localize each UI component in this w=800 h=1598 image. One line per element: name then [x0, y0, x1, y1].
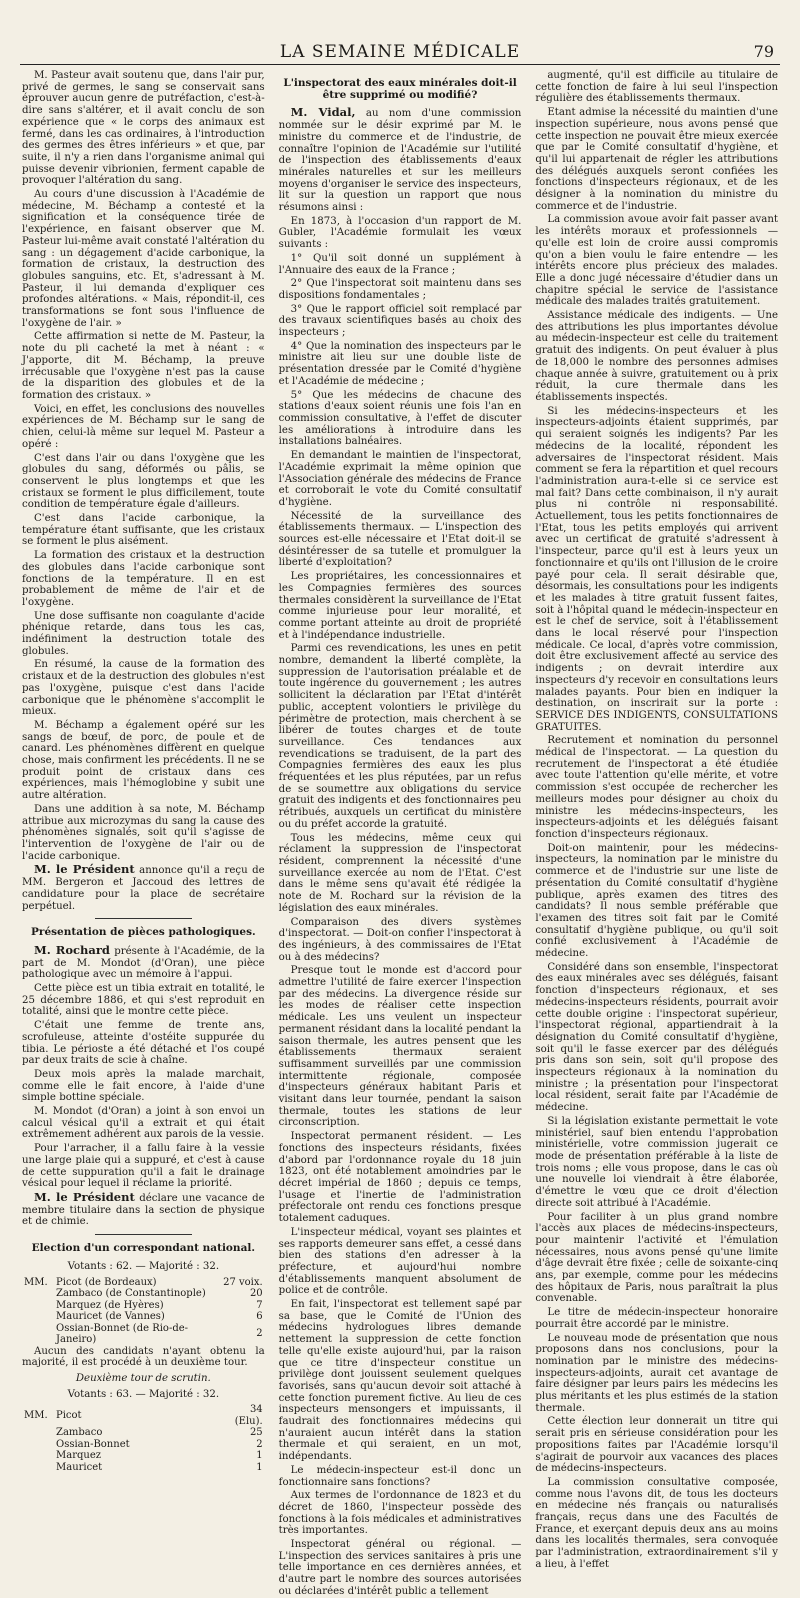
paragraph: La commission avoue avoir fait passer avant les intérêts moraux et professionnels — qu'elle est loin de croire aussi compromis qu'on a bien voulu le faire entendre — les intérêts encore plus précieux des malades. Elle a donc jugé nécessaire d'étudier dans un chapitre spécial le service de l'assistance médicale des malades traités gratuitement.	[535, 214, 779, 308]
column-right	[535, 70, 779, 1570]
paragraph: Cette affirmation si nette de M. Pasteur, la note du pli cacheté la met à néant : « J'apporte, dit M. Béchamp, la preuve irrécusable que l'oxygène n'est pas la cause de la disparition des globules et de la formation des cristaux. »	[22, 331, 265, 401]
vote-votes: 20	[249, 1288, 263, 1299]
vidal-paragraph	[279, 107, 522, 213]
vote-name: Marquez	[56, 1450, 102, 1462]
paragraph: Pour l'arracher, il a fallu faire à la vessie une large plaie qui a suppuré, et c'est à cause de cette suppuration qu'il a fait le drainage vésical pour lequel il réclame la priorité.	[22, 1143, 265, 1190]
paragraph: Aux termes de l'ordonnance de 1823 et du décret de 1860, l'inspecteur possède des fonctions à la fois médicales et administratives très importantes.	[278, 1490, 522, 1537]
divider-2	[95, 1234, 192, 1235]
vote-prefix: MM.	[24, 1276, 48, 1288]
vote-prefix	[22, 1462, 54, 1474]
speaker-president-2: M. le Président	[34, 1189, 135, 1204]
paragraph: Voici, en effet, les conclusions des nouvelles expériences de M. Béchamp sur le sang de chien, celui-là même sur lequel M. Pasteur a opéré :	[22, 403, 265, 450]
col3-paragraphs	[535, 70, 778, 1571]
paragraph: Si les médecins-inspecteurs et les inspecteurs-adjoints étaient supprimés, par qui seraient soignés les indigents? Par les médecins de la localité, répondent les adversaires de l'inspectorat résident. Mais comment se fera la répartition et quel recours l'administration aura-t-elle si ce service est mal fait? Dans cette combinaison, il n'y aurait plus ni contrôle ni responsabilité. Actuellement, tous les petits fonctionnaires de l'Etat, tous les petits employés qui arrivent avec un certificat de gratuité s'adressent à l'inspecteur, parce qu'il est à leurs yeux un fonctionnaire et qu'ils ont l'illusion de le croire payé pour cela. Il serait désirable que, désormais, les consultations pour les indigents et les malades à titre gratuit fussent faites, soit à l'hôpital quand le médecin-inspecteur en est le chef de service, soit à l'établissement dans le local réservé pour l'inspection médicale. Ce local, d'après votre commission, doit être exclusivement affecté au service des indigents ; on devrait interdire aux inspecteurs d'y recevoir en consultations leurs malades payants. Pour bien en indiquer la destination, on inscrirait sur la porte : SERVICE DES INDIGENTS, CONSULTATIONS GRATUITES.	[535, 405, 779, 733]
vote-prefix	[22, 1439, 54, 1451]
vote-prefix	[22, 1427, 54, 1439]
column-middle	[278, 70, 522, 1597]
vote-row	[22, 1404, 265, 1427]
paragraph: augmenté, qu'il est difficile au titulaire de cette fonction de faire à lui seul l'inspection régulière des établissements thermaux.	[535, 70, 779, 105]
section-title-pieces: Présentation de pièces pathologiques.	[31, 926, 256, 939]
vote-prefix	[22, 1288, 54, 1300]
paragraph: Les propriétaires, les concessionnaires et les Compagnies fermières des sources thermales considèrent la surveillance de l'Etat comme injurieuse pour leur moralité, et comme portant atteinte au droit de propriété et à l'indépendance industrielle.	[278, 571, 522, 641]
vote-name: Ossian-Bonnet (de Rio-de-Janeiro)	[56, 1322, 189, 1345]
vote-prefix: MM.	[24, 1410, 48, 1422]
vote-votes: 2	[256, 1438, 263, 1450]
paragraph: Si la législation existante permettait le vote ministériel, sauf bien entendu l'approbation ministérielle, votre commission jugerait ce mode de présentation préférable à la liste de trois noms ; elle vous propose, dans le cas où une nouvelle loi viendrait à être élaborée, d'émettre le vœu que ce droit d'élection directe soit attribué à l'Académie.	[535, 1115, 779, 1209]
paragraph: En fait, l'inspectorat est tellement sapé par sa base, que le Comité de l'Union des médecins hydrologues libres demande nettement la suppression de cette fonction telle qu'elle existe aujourd'hui, par la raison que ce titre d'inspecteur constitue un privilège dont jouissent seulement quelques favorisés, sans qu'aucun devoir soit attaché à cette fonction purement fictive. Au lieu de ces inspecteurs mensongers et impuissants, il faudrait des fonctionnaires médecins qui n'auraient aucun intérêt dans la station thermale et qui seraient, en un mot, indépendants.	[278, 1299, 522, 1463]
paragraph: C'est dans l'air ou dans l'oxygène que les globules du sang, déformés ou pâlis, se conservent le plus longtemps et que les cristaux se forment le plus difficilement, toute condition de température égale d'ailleurs.	[22, 452, 265, 511]
vote-name: Mauricet	[56, 1461, 103, 1473]
vote-name: Zambaco	[56, 1427, 103, 1439]
vote-votes: 2	[256, 1328, 263, 1340]
vote-table-2	[22, 1404, 265, 1473]
vote-row	[22, 1288, 265, 1300]
vote-votes: 34 (Elu).	[234, 1404, 263, 1427]
paragraph: M. Béchamp a également opéré sur les sangs de bœuf, de porc, de poule et de canard. Les phénomènes diffèrent en quelque chose, mais confirment les précédents. Il ne se produit point de cristaux dans ces expériences, mais l'hémoglobine y subit une autre altération.	[22, 719, 265, 802]
paragraph: En demandant le maintien de l'inspectorat, l'Académie exprimait la même opinion que l'Association générale des médecins de France et corroborait le vote du Comité consultatif d'hygiène.	[278, 450, 522, 508]
paragraph: 5° Que les médecins de chacune des stations d'eaux soient réunis une fois l'an en commission consultative, à l'effet de discuter les améliorations à introduire dans les installations balnéaires.	[278, 389, 522, 448]
vote-row	[22, 1439, 265, 1451]
paragraph: Parmi ces revendications, les unes en petit nombre, demandent la liberté complète, la suppression de l'autorisation préalable et de toute ingérence du gouvernement ; les autres sollicitent la déclaration par l'Etat d'intérêt public, acceptent volontiers le privilège du périmètre de protection, mais cherchent à se libérer de toutes charges et de toute surveillance. Ces tendances aux revendications se traduisent, de la part des Compagnies fermières des eaux les plus fréquentées et les plus réputées, par un refus de se soumettre aux obligations du service gratuit des indigents et des fonctionnaires peu rétribués, auxquels un certificat du ministère ou du préfet accorde la gratuité.	[278, 643, 522, 830]
paragraph: 3° Que le rapport officiel soit remplacé par des travaux scientifiques basés au choix des inspecteurs ;	[278, 303, 522, 339]
paragraph: La commission consultative composée, comme nous l'avons dit, de tous les docteurs en médecine nés français ou naturalisés français, reçus dans une des Facultés de France, et exerçant depuis deux ans au moins dans les localités thermales, sera convoquée par l'administration, extraordinairement s'il y a lieu, à l'effet	[535, 1476, 779, 1570]
vote-votes: 1	[256, 1461, 263, 1473]
paragraph: Assistance médicale des indigents. — Une des attributions les plus importantes dévolue au médecin-inspecteur est celle du traitement gratuit des indigents. On peut évaluer à plus de 18,000 le nombre des personnes admises chaque année à suivre, gratuitement ou à prix réduit, la cure thermale dans les établissements inspectés.	[535, 310, 779, 403]
paragraph: Presque tout le monde est d'accord pour admettre l'utilité de faire exercer l'inspection par des médecins. La divergence réside sur les modes de réaliser cette inspection médicale. Les uns veulent un inspecteur permanent résidant dans la localité pendant la saison thermale, les autres pensent que les établissements thermaux seraient suffisamment surveillés par une commission intermittente régionale, composée d'inspecteurs généraux habitant Paris et visitant dans leur tournée, pendant la saison thermale, toutes les stations de leur circonscription.	[278, 965, 522, 1129]
vote-row	[22, 1300, 265, 1312]
paragraph: Au cours d'une discussion à l'Académie de médecine, M. Béchamp a contesté et la signification et la conséquence tirée de l'expérience, en faisant observer que M. Pasteur lui-même avait constaté l'altération du sang : un dégagement d'acide carbonique, la formation de cristaux, la destruction des globules sanguins, etc. Et, s'adressant à M. Pasteur, il lui demanda d'expliquer ces profondes altérations. « Mais, répondit-il, ces transformations se font sous l'influence de l'oxygène de l'air. »	[22, 189, 265, 329]
paragraph: Cette pièce est un tibia extrait en totalité, le 25 décembre 1886, et qui s'est reproduit en totalité, ainsi que le montre cette pièce.	[22, 983, 265, 1018]
president2-text: déclare une vacance de membre titulaire dans la section de physique et de chimie.	[22, 1192, 265, 1228]
paragraph: L'inspecteur médical, voyant ses plaintes et ses rapports demeurer sans effet, a cessé dans bien des stations d'en adresser à la préfecture, et aujourd'hui nombre d'établissements manquent absolument de police et de contrôle.	[278, 1226, 522, 1297]
col2-paragraphs	[279, 216, 522, 1598]
vote-name: Mauricet (de Vannes)	[56, 1311, 165, 1322]
paragraph: Tous les médecins, même ceux qui réclament la suppression de l'inspectorat résident, comprennent la nécessité d'une surveillance exercée au nom de l'Etat. C'est dans le même sens qu'avait été rédigée la note de M. Rochard sur la révision de la législation des eaux minérales.	[278, 832, 522, 914]
vote-summary-1: Votants : 62. — Majorité : 32.	[67, 1260, 220, 1272]
paragraph: Recrutement et nomination du personnel médical de l'inspectorat. — La question du recrutement de l'inspectorat a été étudiée avec toute l'attention qu'elle mérite, et votre commission s'est occupée de rechercher les meilleurs modes pour désigner au choix du ministre les médecins-inspecteurs, les inspecteurs-adjoints et les délégués faisant fonction d'inspecteurs régionaux.	[535, 735, 779, 840]
paragraph: Cette élection leur donnerait un titre qui serait pris en sérieuse considération pour les propositions faites par l'Académie lorsqu'il s'agirait de pourvoir aux vacances des places de médecins-inspecteurs.	[535, 1416, 779, 1475]
vote-name: Marquez (de Hyères)	[56, 1299, 164, 1311]
section-title-election: Election d'un correspondant national.	[31, 1242, 256, 1255]
president1-text: annonce qu'il a reçu de MM. Bergeron et Jaccoud des lettres de candidature pour la place de secrétaire perpétuel.	[22, 865, 265, 912]
text-columns	[22, 70, 779, 1597]
vote-votes: 6	[256, 1311, 263, 1322]
paragraph: 4° Que la nomination des inspecteurs par le ministre ait lieu sur une double liste de présentation dressée par le Comité d'hygiène et l'Académie de médecine ;	[278, 340, 522, 387]
vote-prefix	[22, 1311, 54, 1323]
paragraph: Le titre de médecin-inspecteur honoraire pourrait être accordé par le ministre.	[535, 1307, 779, 1330]
vote-votes: 27 voix.	[223, 1276, 263, 1288]
divider	[95, 918, 192, 919]
vote-name: Picot (de Bordeaux)	[56, 1276, 157, 1288]
page-header	[20, 42, 780, 65]
paragraph: Etant admise la nécessité du maintien d'une inspection supérieure, nous avons pensé que cette inspection ne pouvait être mieux exercée que par le Comité consultatif d'hygiène, et qu'il lui appartenait de régler les attributions des délégués auxquels seront confiées les fonctions d'inspecteurs régionaux, et de les désigner à la nomination du ministre du commerce et de l'industrie.	[535, 107, 779, 212]
paragraph: C'était une femme de trente ans, scrofuleuse, atteinte d'ostéite suppurée du tibia. Le périoste a été détaché et l'os coupé par deux traits de scie à chaîne.	[22, 1020, 265, 1067]
article-title: L'inspectorat des eaux minérales doit-il être supprimé ou modifié?	[283, 77, 517, 101]
president-announcement-1	[22, 864, 265, 912]
president-announcement-2	[22, 1189, 265, 1228]
vote-votes: 1	[256, 1450, 263, 1462]
vote-result-text: Aucun des candidats n'ayant obtenu la majorité, il est procédé à un deuxième tour.	[22, 1345, 265, 1369]
col1-paragraphs	[22, 70, 265, 862]
vote-prefix	[22, 1323, 54, 1346]
speaker-president: M. le Président	[34, 862, 135, 877]
paragraph: Comparaison des divers systèmes d'inspectorat. — Doit-on confier l'inspectorat à des ingénieurs, à des commissaires de l'Etat ou à des médecins?	[278, 916, 522, 963]
vote-name: Zambaco (de Constantinople)	[56, 1288, 206, 1299]
vote-prefix	[22, 1450, 54, 1462]
vote-votes: 7	[256, 1299, 263, 1311]
rochard-text: présente à l'Académie, de la part de M. Mondot (d'Oran), une pièce pathologique avec un mémoire à l'appui.	[22, 945, 265, 981]
col1-paragraphs-2	[22, 983, 265, 1190]
vote-table-1	[22, 1277, 265, 1346]
speaker-rochard: M. Rochard	[34, 942, 110, 957]
paragraph: En 1873, à l'occasion d'un rapport de M. Gubler, l'Académie formulait les vœux suivants :	[278, 215, 522, 251]
vote-summary-2: Votants : 63. — Majorité : 32.	[67, 1388, 220, 1400]
paragraph: Deux mois après la malade marchait, comme elle le fait encore, à l'aide d'une simple bottine spéciale.	[22, 1068, 265, 1104]
vote-row	[22, 1311, 265, 1323]
vote-votes: 25	[249, 1427, 263, 1439]
page-number: 79	[753, 42, 774, 61]
paragraph: M. Mondot (d'Oran) a joint à son envoi un calcul vésical qu'il a extrait et qui était extrêmement adhérent aux parois de la vessie.	[22, 1106, 265, 1141]
paragraph: 1° Qu'il soit donné un supplément à l'Annuaire des eaux de la France ;	[278, 252, 522, 276]
paragraph: 2° Que l'inspectorat soit maintenu dans ses dispositions fondamentales ;	[278, 278, 522, 301]
vote-name: Ossian-Bonnet	[56, 1438, 130, 1450]
vote-row	[22, 1323, 265, 1346]
paragraph: Nécessité de la surveillance des établissements thermaux. — L'inspection des sources est-elle nécessaire et l'Etat doit-il se désintéresser de sa tutelle et promulguer la liberté d'exploitation?	[278, 510, 522, 569]
vote-row	[22, 1450, 265, 1462]
vidal-text: au nom d'une commission nommée sur le désir exprimé par M. le ministre du commerce et de l'industrie, de connaître l'opinion de l'Académie sur l'utilité de l'inspection des établissements d'eaux minérales naturelles et sur les meilleurs moyens d'organiser le service des inspecteurs, lit sur la question un rapport que nous résumons ainsi :	[278, 108, 522, 214]
second-round-title: Deuxième tour de scrutin.	[75, 1372, 211, 1384]
journal-title: LA SEMAINE MÉDICALE	[279, 42, 521, 62]
vote-row	[22, 1462, 265, 1474]
paragraph: C'est dans l'acide carbonique, la température étant suffisante, que les cristaux se forment le plus aisément.	[22, 513, 265, 548]
rochard-paragraph	[22, 942, 265, 981]
column-left	[22, 70, 265, 1473]
paragraph: Une dose suffisante non coagulante d'acide phénique retarde, dans tous les cas, indéfiniment la destruction totale des globules.	[22, 610, 265, 657]
speaker-vidal: M. Vidal,	[290, 105, 356, 120]
paragraph: La formation des cristaux et la destruction des globules dans l'acide carbonique sont fonctions de la température. Il en est probablement de même de l'air et de l'oxygène.	[22, 550, 265, 608]
paragraph: M. Pasteur avait soutenu que, dans l'air pur, privé de germes, le sang se conservait sans éprouver aucun genre de putréfaction, c'est-à-dire sans s'altérer, et il avait conclu de son expérience que « le corps des animaux est fermé, dans les cas ordinaires, à l'introduction des germes des êtres inférieurs » et que, par suite, il n'y a rien dans l'organisme animal qui puisse devenir vibrionien, ferment capable de provoquer l'altération du sang.	[22, 70, 265, 187]
vote-prefix	[22, 1300, 54, 1312]
paragraph: Considéré dans son ensemble, l'inspectorat des eaux minérales avec ses délégués, faisant fonction d'inspecteurs régionaux, et ses médecins-inspecteurs résidents, pourrait avoir cette double origine : l'inspectorat supérieur, l'inspectorat régional, appartiendrait à la désignation du Comité consultatif d'hygiène, soit qu'il le fasse exercer par des délégués pris dans son sein, soit qu'il propose des inspecteurs régionaux à la nomination du ministre ; la présentation pour l'inspectorat local résident, serait faite par l'Académie de médecine.	[535, 961, 779, 1114]
paragraph: Inspectorat permanent résident. — Les fonctions des inspecteurs résidants, fixées d'abord par l'ordonnance royale du 18 juin 1823, ont été notablement amoindries par le décret impérial de 1860 ; depuis ce temps, l'usage et l'inertie de l'administration préfectorale ont rendu ces fonctions presque totalement caduques.	[278, 1131, 522, 1225]
vote-name: Picot	[56, 1410, 82, 1422]
paragraph: Inspectorat général ou régional. — L'inspection des services sanitaires à pris une telle importance en ces dernières années, et d'autre part le nombre des sources autorisées ou déclarées d'intérêt public a tellement	[278, 1539, 522, 1597]
paragraph: Dans une addition à sa note, M. Béchamp attribue aux microzymas du sang la cause des phénomènes signalés, soit qu'il s'agisse de l'intervention de l'oxygène de l'air ou de l'acide carbonique.	[22, 803, 265, 862]
vote-row	[22, 1427, 265, 1439]
paragraph: Le nouveau mode de présentation que nous proposons dans nos conclusions, pour la nomination par le ministre des médecins-inspecteurs-adjoints, aurait cet avantage de faire désigner par leurs pairs les médecins les plus méritants et les plus estimés de la station thermale.	[535, 1332, 779, 1414]
paragraph: Le médecin-inspecteur est-il donc un fonctionnaire sans fonctions?	[278, 1464, 522, 1488]
paragraph: En résumé, la cause de la formation des cristaux et de la destruction des globules n'est pas l'oxygène, puisque c'est dans l'acide carbonique que le phénomène s'accomplit le mieux.	[22, 659, 265, 718]
vote-row	[22, 1277, 265, 1289]
paragraph: Pour faciliter à un plus grand nombre l'accès aux places de médecins-inspecteurs, pour maintenir l'activité et l'émulation nécessaires, nous avons pensé qu'une limite d'âge devrait être fixée ; celle de soixante-cinq ans, par exemple, comme pour les médecins des hôpitaux de Paris, nous paraîtrait la plus convenable.	[535, 1211, 779, 1305]
paragraph: Doit-on maintenir, pour les médecins-inspecteurs, la nomination par le ministre du commerce et de l'industrie sur une liste de présentation du Comité consultatif d'hygiène publique, après examen des titres des candidats? Il nous semble préférable que l'examen des titres soit fait par le Comité consultatif d'hygiène publique, ou qu'il soit confié exclusivement à l'Académie de médecine.	[535, 842, 779, 960]
